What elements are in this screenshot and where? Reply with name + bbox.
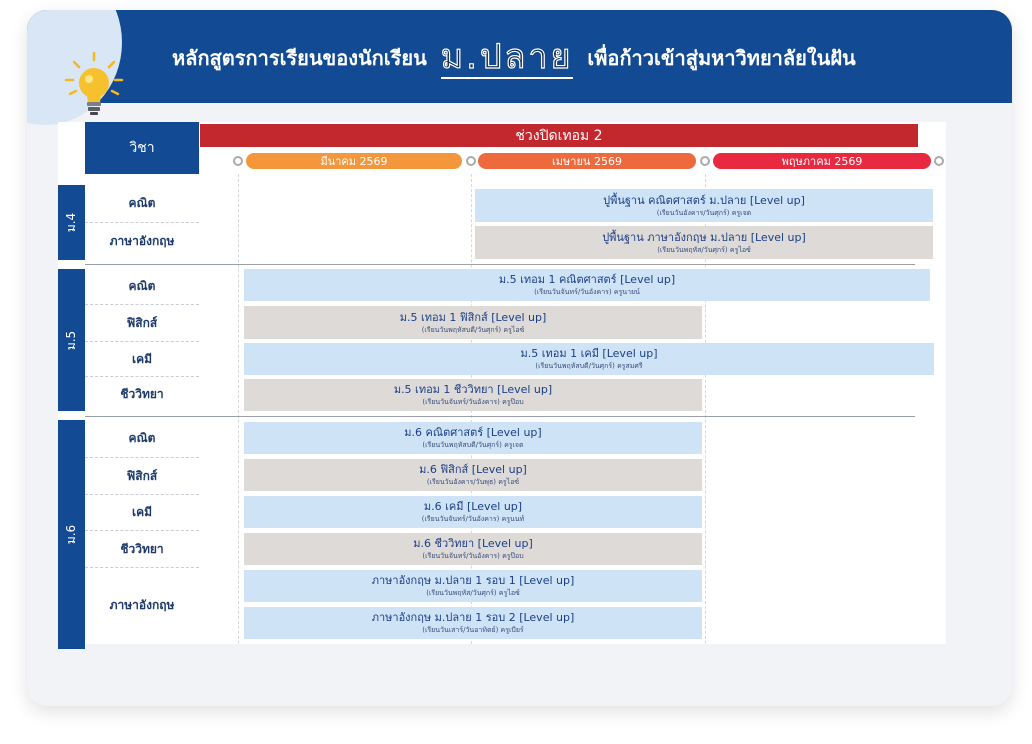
course-schedule: (เรียนวันพฤหัสบดี/วันศุกร์) ครูสมศรี bbox=[535, 362, 643, 370]
month-march: มีนาคม 2569 bbox=[246, 153, 462, 169]
course-cell[interactable] bbox=[244, 459, 702, 491]
page-title bbox=[172, 32, 856, 84]
subject-label: ฟิสิกส์ bbox=[126, 468, 158, 483]
course-title: ภาษาอังกฤษ ม.ปลาย 1 รอบ 2 [Level up] bbox=[371, 611, 575, 624]
timeline-dot bbox=[233, 156, 243, 166]
course-title: ม.5 เทอม 1 คณิตศาสตร์ [Level up] bbox=[498, 273, 676, 286]
title-highlight: ม.ปลาย bbox=[440, 37, 574, 77]
course-title: ม.5 เทอม 1 เคมี [Level up] bbox=[520, 347, 658, 360]
subject-label: ชีววิทยา bbox=[120, 541, 164, 556]
subject-label: คณิต bbox=[128, 196, 156, 210]
course-schedule: (เรียนวันจันทร์/วันอังคาร) ครูป๊อบ bbox=[422, 398, 524, 406]
header-banner bbox=[27, 10, 1012, 103]
subject-label: คณิต bbox=[128, 431, 156, 445]
timeline-dot bbox=[700, 156, 710, 166]
subject-column-header: วิชา bbox=[85, 122, 199, 174]
course-cell[interactable] bbox=[244, 379, 702, 411]
month-april: เมษายน 2569 bbox=[478, 153, 696, 169]
course-schedule: (เรียนวันจันทร์/วันอังคาร) ครูนายน์ bbox=[534, 288, 640, 296]
course-title: ม.6 คณิตศาสตร์ [Level up] bbox=[404, 426, 542, 439]
month-may: พฤษภาคม 2569 bbox=[713, 153, 931, 169]
course-schedule: (เรียนวันพฤหัส/วันศุกร์) ครูไอซ์ bbox=[426, 589, 520, 597]
course-schedule: (เรียนวันจันทร์/วันอังคาร) ครูป๊อบ bbox=[422, 552, 524, 560]
month-divider bbox=[238, 174, 239, 644]
course-schedule: (เรียนวันเสาร์/วันอาทิตย์) ครูเบียร์ bbox=[422, 626, 524, 634]
course-title: ม.6 ชีววิทยา [Level up] bbox=[413, 537, 533, 550]
schedule-table bbox=[58, 122, 946, 644]
course-cell[interactable] bbox=[244, 496, 702, 528]
course-cell[interactable] bbox=[244, 570, 702, 602]
title-text-after: เพื่อก้าวเข้าสู่มหาวิทยาลัยในฝัน bbox=[587, 46, 856, 70]
subject-label: เคมี bbox=[131, 351, 153, 366]
title-text-before: หลักสูตรการเรียนของนักเรียน bbox=[172, 46, 427, 70]
course-cell[interactable] bbox=[244, 343, 934, 375]
semester-header: ช่วงปิดเทอม 2 bbox=[200, 124, 918, 147]
course-cell[interactable] bbox=[244, 269, 930, 301]
course-schedule: (เรียนวันพฤหัสบดี/วันศุกร์) ครูเจต bbox=[422, 441, 524, 449]
timeline-dot bbox=[466, 156, 476, 166]
subject-label: ชีววิทยา bbox=[120, 387, 164, 401]
grade-separator bbox=[85, 264, 915, 265]
course-schedule: (เรียนวันอังคาร/วันพุธ) ครูไอซ์ bbox=[426, 478, 520, 486]
course-cell[interactable] bbox=[475, 189, 933, 222]
course-cell[interactable] bbox=[244, 533, 702, 565]
subject-label: ฟิสิกส์ bbox=[126, 315, 158, 330]
course-schedule: (เรียนวันพฤหัส/วันศุกร์) ครูไอซ์ bbox=[657, 245, 751, 254]
course-title: ม.6 เคมี [Level up] bbox=[423, 500, 523, 513]
course-title: ม.5 เทอม 1 ชีววิทยา [Level up] bbox=[393, 383, 553, 396]
grade-tab-m5: ม.5 bbox=[58, 269, 85, 411]
course-cell[interactable] bbox=[244, 607, 702, 639]
course-title: ม.5 เทอม 1 ฟิสิกส์ [Level up] bbox=[399, 310, 547, 324]
subject-label: ภาษาอังกฤษ bbox=[109, 597, 175, 612]
grade-separator bbox=[85, 416, 915, 417]
grade-tab-m6: ม.6 bbox=[58, 420, 85, 649]
course-schedule: (เรียนวันพฤหัสบดี/วันศุกร์) ครูไอซ์ bbox=[421, 325, 525, 334]
course-cell[interactable] bbox=[475, 226, 933, 259]
course-schedule: (เรียนวันอังคาร/วันศุกร์) ครูเจต bbox=[656, 208, 752, 217]
course-title: ปูพื้นฐาน คณิตศาสตร์ ม.ปลาย [Level up] bbox=[603, 193, 805, 207]
subject-label: เคมี bbox=[131, 505, 153, 519]
course-cell[interactable] bbox=[244, 306, 702, 339]
course-schedule: (เรียนวันจันทร์/วันอังคาร) ครูนนท์ bbox=[421, 515, 525, 523]
course-title: ภาษาอังกฤษ ม.ปลาย 1 รอบ 1 [Level up] bbox=[371, 574, 575, 587]
course-cell[interactable] bbox=[244, 422, 702, 454]
subject-label: ภาษาอังกฤษ bbox=[109, 234, 175, 248]
lightbulb-icon bbox=[62, 50, 126, 122]
timeline-dot bbox=[934, 156, 944, 166]
subject-label: คณิต bbox=[128, 279, 156, 293]
grade-tab-m4: ม.4 bbox=[58, 185, 85, 260]
course-title: ม.6 ฟิสิกส์ [Level up] bbox=[419, 463, 527, 476]
course-title: ปูพื้นฐาน ภาษาอังกฤษ ม.ปลาย [Level up] bbox=[602, 230, 806, 244]
